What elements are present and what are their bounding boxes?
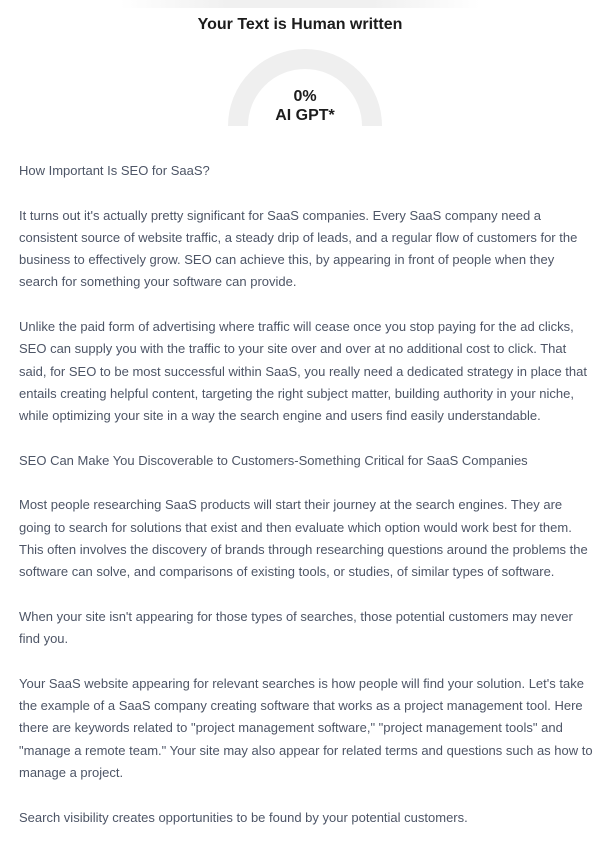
ai-gauge-label: AI GPT*	[275, 107, 335, 124]
article-paragraph: Your SaaS website appearing for relevant searches is how people will find your solution. Let's take the example of a SaaS company creating software that works as a project management tool. Here there are keywords related to "project management software," "project management tools" and "manage a remote team." Your site may also appear for related terms and questions such as how to manage a project.	[19, 675, 593, 781]
article-text	[19, 160, 594, 851]
article-paragraph: Unlike the paid form of advertising where traffic will cease once you stop paying for the ad clicks, SEO can supply you with the traffic to your site over and over at no additional cost to click. That said, for SEO to be most successful within SaaS, you really need a dedicated strategy in place that entails creating helpful content, targeting the right subject matter, building authority in your niche, while optimizing your site in a way the search engine and users find easily understandable.	[19, 319, 587, 424]
article-heading: SEO Can Make You Discoverable to Customers-Something Critical for SaaS Companies	[19, 452, 528, 468]
ai-percentage: 0%	[293, 88, 317, 105]
article-heading: How Important Is SEO for SaaS?	[19, 163, 210, 178]
article-paragraph: It turns out it's actually pretty significant for SaaS companies. Every SaaS company need a consistent source of website traffic, a steady drip of leads, and a regular flow of customers for the business to effectively grow. SEO can achieve this, by appearing in front of people when they search for something your software can provide.	[19, 207, 578, 290]
top-fade-decoration	[120, 0, 480, 8]
article-paragraph: When your site isn't appearing for those types of searches, those potential customers may never find you.	[19, 608, 573, 647]
article-paragraph: Search visibility creates opportunities to be found by your potential customers.	[19, 809, 468, 825]
article-paragraph: Most people researching SaaS products will start their journey at the search engines. They are going to search for solutions that exist and then evaluate which option would work best for them. This often involves the discovery of brands through researching questions around the problems the software can solve, and comparisons of existing tools, or studies, of similar types of software.	[19, 497, 588, 580]
result-title: Your Text is Human written	[197, 16, 403, 33]
